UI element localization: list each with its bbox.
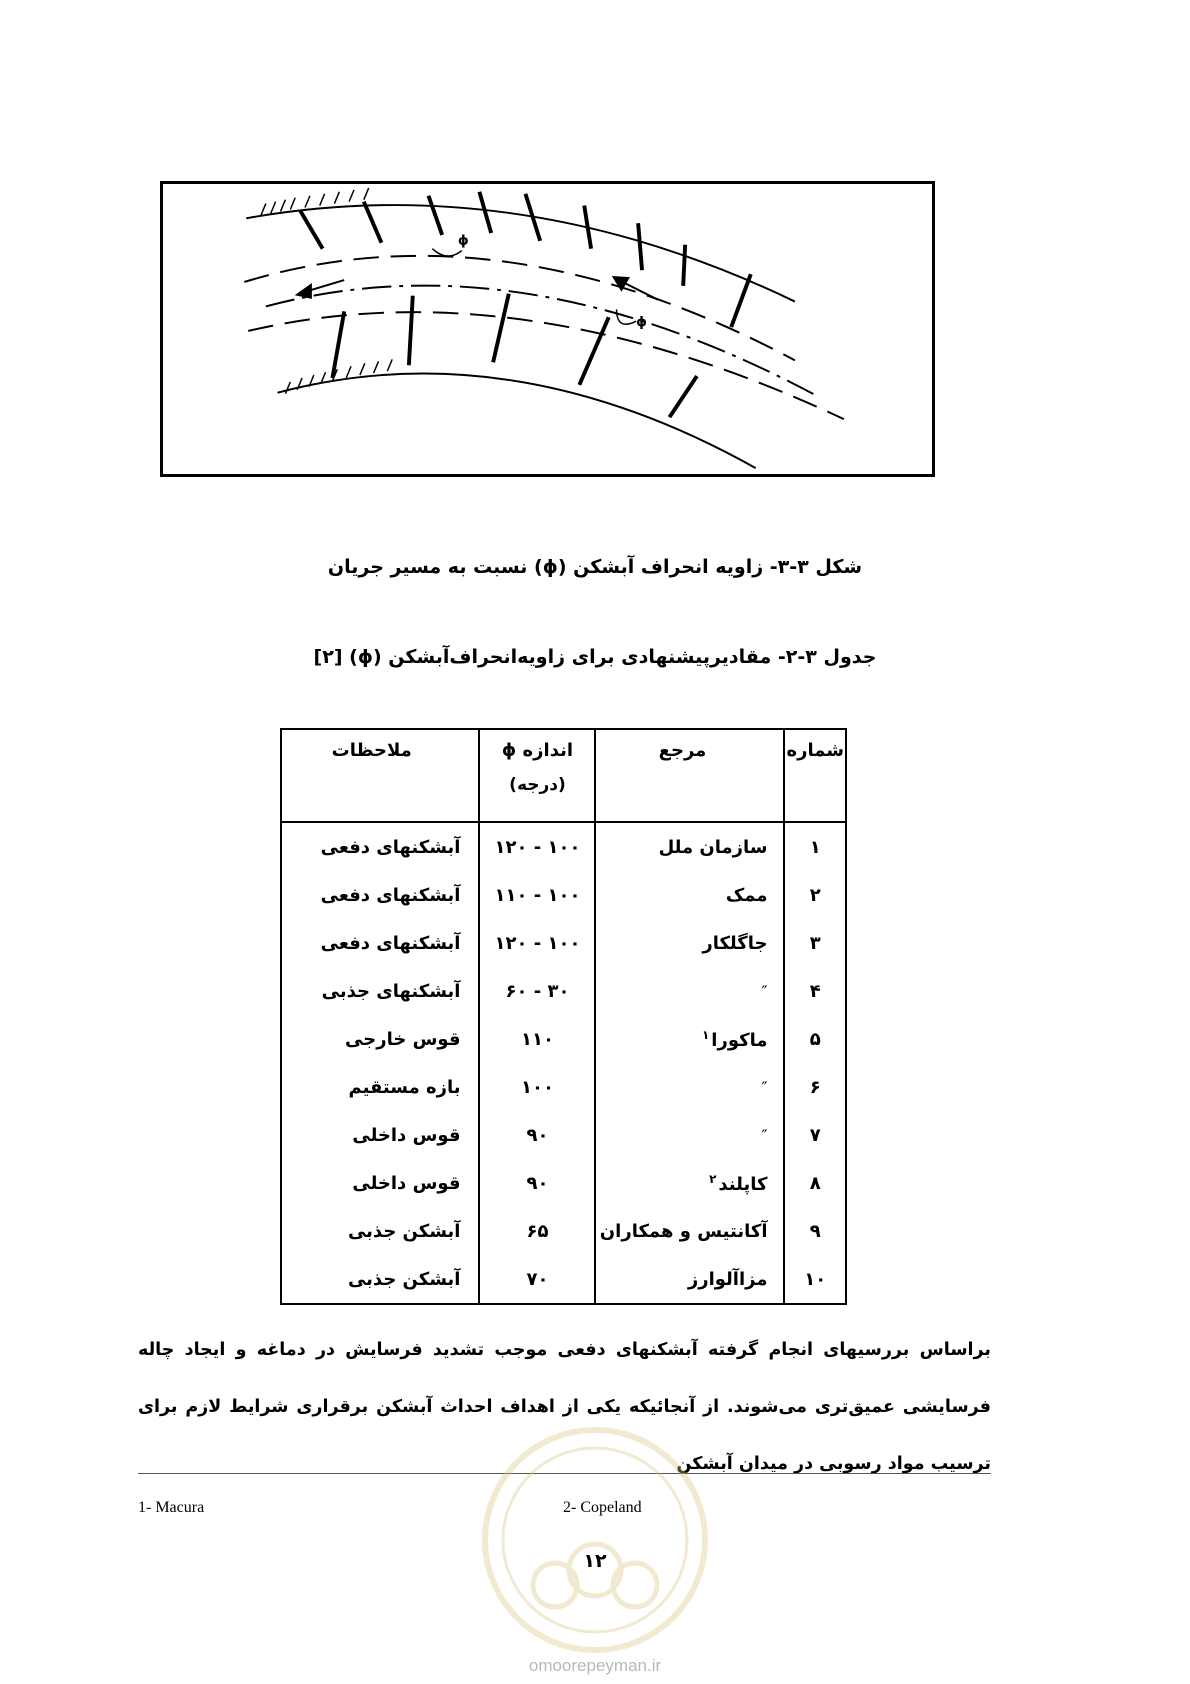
table-row bbox=[281, 1015, 846, 1063]
reference-text: کاپلند bbox=[718, 1173, 768, 1195]
cell-reference bbox=[595, 919, 784, 967]
header-phi-label: اندازه ϕ bbox=[501, 740, 574, 761]
phi-label-bottom: ϕ bbox=[636, 314, 648, 331]
header-number: شماره bbox=[784, 729, 846, 822]
footnote-marker: ۲ bbox=[709, 1171, 717, 1186]
cell-number: ۱۰ bbox=[784, 1255, 846, 1304]
figure-groyne-angle bbox=[160, 181, 935, 477]
header-notes: ملاحظات bbox=[281, 729, 479, 822]
cell-reference bbox=[595, 1159, 784, 1207]
cell-notes: آبشکنهای دفعی bbox=[281, 919, 479, 967]
cell-number: ۸ bbox=[784, 1159, 846, 1207]
table-row bbox=[281, 1207, 846, 1255]
cell-notes: آبشکن جذبی bbox=[281, 1255, 479, 1304]
reference-text: آکانتیس و همکاران bbox=[599, 1220, 768, 1242]
cell-phi: ۱۰۰ - ۱۱۰ bbox=[479, 871, 595, 919]
cell-reference bbox=[595, 1015, 784, 1063]
watermark-seal-logo bbox=[470, 1420, 720, 1660]
table-row bbox=[281, 1063, 846, 1111]
cell-notes: آبشکنهای جذبی bbox=[281, 967, 479, 1015]
table-body bbox=[281, 822, 846, 1304]
cell-notes: آبشکن جذبی bbox=[281, 1207, 479, 1255]
bank-hatching-bottom bbox=[285, 359, 392, 393]
table-row bbox=[281, 1255, 846, 1304]
reference-text: ″ bbox=[761, 981, 768, 1001]
cell-reference bbox=[595, 1111, 784, 1159]
phi-label-top: ϕ bbox=[457, 232, 469, 249]
cell-phi: ۱۰۰ - ۱۲۰ bbox=[479, 919, 595, 967]
cell-notes: آبشکنهای دفعی bbox=[281, 871, 479, 919]
figure-caption: شکل ۳-۳- زاویه انحراف آبشکن (ϕ) نسبت به مسیر جریان bbox=[327, 556, 863, 578]
reference-text: ″ bbox=[761, 1077, 768, 1097]
reference-text: جاگلکار bbox=[702, 932, 768, 954]
angle-arc-top bbox=[432, 249, 461, 256]
cell-reference bbox=[595, 967, 784, 1015]
cell-number: ۴ bbox=[784, 967, 846, 1015]
cell-phi: ۹۰ bbox=[479, 1111, 595, 1159]
cell-number: ۱ bbox=[784, 822, 846, 871]
table-row bbox=[281, 919, 846, 967]
header-phi-unit: (درجه) bbox=[509, 775, 566, 795]
cell-number: ۹ bbox=[784, 1207, 846, 1255]
reference-text: سازمان ملل bbox=[658, 836, 768, 858]
cell-number: ۳ bbox=[784, 919, 846, 967]
header-reference: مرجع bbox=[595, 729, 784, 822]
bank-hatching-top bbox=[261, 188, 369, 215]
top-groynes bbox=[300, 192, 751, 327]
cell-phi: ۹۰ bbox=[479, 1159, 595, 1207]
header-phi bbox=[479, 729, 595, 822]
table-row bbox=[281, 822, 846, 871]
bottom-groynes bbox=[332, 294, 696, 417]
cell-reference bbox=[595, 1207, 784, 1255]
cell-number: ۶ bbox=[784, 1063, 846, 1111]
cell-number: ۷ bbox=[784, 1111, 846, 1159]
cell-phi: ۱۰۰ bbox=[479, 1063, 595, 1111]
cell-notes: آبشکنهای دفعی bbox=[281, 822, 479, 871]
inner-bank bbox=[278, 374, 756, 469]
cell-phi: ۷۰ bbox=[479, 1255, 595, 1304]
cell-phi: ۱۱۰ bbox=[479, 1015, 595, 1063]
table-row bbox=[281, 967, 846, 1015]
table-header-row bbox=[281, 729, 846, 822]
cell-notes: قوس خارجی bbox=[281, 1015, 479, 1063]
table-row bbox=[281, 871, 846, 919]
cell-notes: بازه مستقیم bbox=[281, 1063, 479, 1111]
table-row bbox=[281, 1111, 846, 1159]
reference-text: ماکورا bbox=[711, 1029, 768, 1051]
upper-dashed-line bbox=[244, 256, 795, 361]
cell-notes: قوس داخلی bbox=[281, 1159, 479, 1207]
cell-reference bbox=[595, 1255, 784, 1304]
reference-text: ممک bbox=[725, 884, 768, 906]
cell-number: ۵ bbox=[784, 1015, 846, 1063]
deflection-angle-table bbox=[280, 728, 847, 1305]
page-number: ۱۲ bbox=[583, 1550, 607, 1572]
outer-bank bbox=[246, 205, 795, 302]
cell-reference bbox=[595, 1063, 784, 1111]
table-caption: جدول ۳-۲- مقادیرپیشنهادی برای زاویه‌انحراف‌آبشکن (ϕ) [۲] bbox=[313, 646, 877, 668]
cell-number: ۲ bbox=[784, 871, 846, 919]
footnote-1: 1- Macura bbox=[138, 1499, 205, 1516]
watermark-url: omoorepeyman.ir bbox=[528, 1656, 662, 1675]
body-paragraph: براساس بررسیهای انجام گرفته آبشکنهای دفعی موجب تشدید فرسایش در دماغه و ایجاد چاله فرسایشی عمیق‌تری می‌شوند. از آنجائیکه یکی از اهداف احداث آبشکن برقراری شرایط لازم برای ترسیب مواد رسوبی در میدان آبشکن bbox=[138, 1340, 991, 1474]
groyne-sketch bbox=[163, 184, 932, 474]
cell-reference bbox=[595, 871, 784, 919]
cell-reference bbox=[595, 822, 784, 871]
cell-phi: ۶۵ bbox=[479, 1207, 595, 1255]
reference-text: مزاآلوارز bbox=[687, 1268, 768, 1290]
footnote-2: 2- Copeland bbox=[563, 1499, 642, 1516]
reference-text: ″ bbox=[761, 1125, 768, 1145]
cell-phi: ۱۰۰ - ۱۲۰ bbox=[479, 822, 595, 871]
footnote-marker: ۱ bbox=[701, 1027, 710, 1042]
table-row bbox=[281, 1159, 846, 1207]
cell-phi: ۳۰ - ۶۰ bbox=[479, 967, 595, 1015]
cell-notes: قوس داخلی bbox=[281, 1111, 479, 1159]
